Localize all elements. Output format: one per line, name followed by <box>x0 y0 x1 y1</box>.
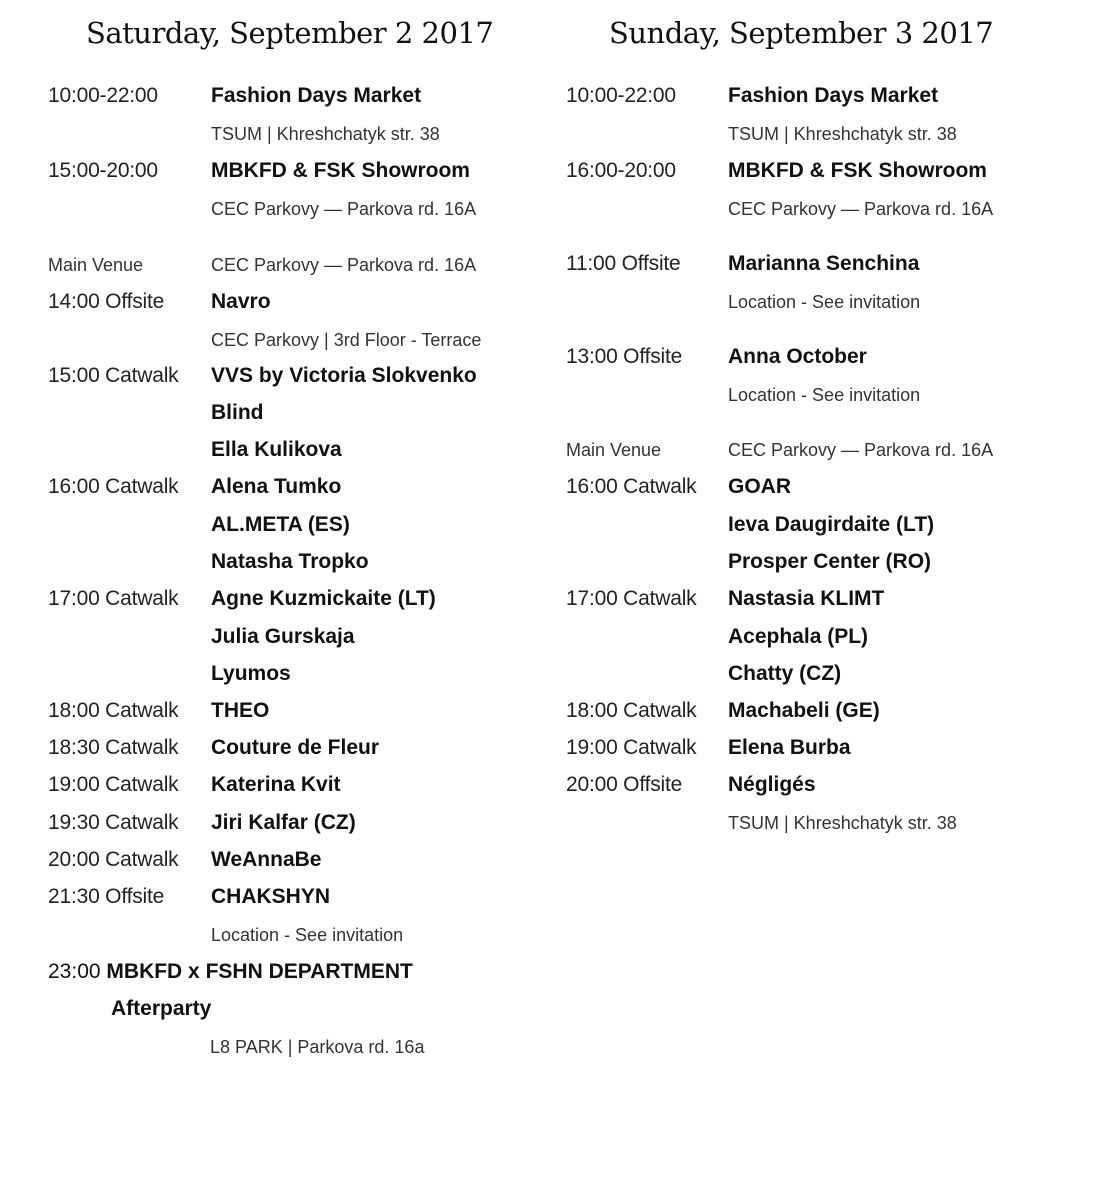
afterparty-subtitle: Afterparty <box>111 997 212 1020</box>
afterparty-row <box>0 960 540 990</box>
event-name: Fashion Days Market <box>728 84 939 107</box>
event-name: Elena Burba <box>728 736 851 759</box>
schedule-row <box>548 736 1100 766</box>
schedule-row <box>0 736 540 766</box>
event-time: 17:00 Catwalk <box>566 587 697 610</box>
event-time: 20:00 Offsite <box>566 773 683 796</box>
event-time: 17:00 Catwalk <box>48 587 179 610</box>
event-name: VVS by Victoria Slokvenko <box>211 364 477 387</box>
event-name: Fashion Days Market <box>211 84 422 107</box>
venue-row <box>0 925 540 955</box>
schedule-row <box>548 773 1100 803</box>
event-name: Anna October <box>728 345 867 368</box>
day-title: Saturday, September 2 2017 <box>86 16 494 50</box>
schedule-row <box>548 345 1100 375</box>
venue-row <box>548 199 1100 229</box>
afterparty-venue: L8 PARK | Parkova rd. 16a <box>210 1037 425 1057</box>
main-venue-row <box>0 255 540 285</box>
event-time: 15:00 Catwalk <box>48 364 179 387</box>
event-name: Ella Kulikova <box>211 438 342 461</box>
schedule-row <box>0 513 540 543</box>
event-name: Navro <box>211 290 271 313</box>
schedule-row <box>548 625 1100 655</box>
event-venue: TSUM | Khreshchatyk str. 38 <box>728 124 957 144</box>
event-name: Marianna Senchina <box>728 252 920 275</box>
event-name: Chatty (CZ) <box>728 662 842 685</box>
event-time: 19:30 Catwalk <box>48 811 179 834</box>
event-venue: CEC Parkovy — Parkova rd. 16A <box>211 199 477 219</box>
schedule-row <box>548 252 1100 282</box>
event-name: Alena Tumko <box>211 475 342 498</box>
schedule-row <box>548 550 1100 580</box>
event-name: Agne Kuzmickaite (LT) <box>211 587 436 610</box>
venue-row <box>0 330 540 360</box>
schedule-row <box>548 475 1100 505</box>
schedule-row <box>0 625 540 655</box>
event-time: 18:00 Catwalk <box>48 699 179 722</box>
main-venue-label: Main Venue <box>48 255 144 275</box>
event-time: 15:00-20:00 <box>48 159 158 182</box>
event-name: Machabeli (GE) <box>728 699 880 722</box>
event-name: Nastasia KLIMT <box>728 587 885 610</box>
event-venue: CEC Parkovy — Parkova rd. 16A <box>728 199 994 219</box>
event-name: Jiri Kalfar (CZ) <box>211 811 356 834</box>
event-venue: TSUM | Khreshchatyk str. 38 <box>728 813 957 833</box>
event-time: 21:30 Offsite <box>48 885 165 908</box>
event-time: 10:00-22:00 <box>566 84 676 107</box>
event-venue: Location - See invitation <box>728 292 921 312</box>
day-title: Sunday, September 3 2017 <box>609 16 994 50</box>
event-time: 16:00 Catwalk <box>48 475 179 498</box>
afterparty-name: MBKFD x FSHN DEPARTMENT <box>106 960 413 983</box>
event-name: Négligés <box>728 773 816 796</box>
schedule-row <box>0 401 540 431</box>
event-venue: CEC Parkovy | 3rd Floor - Terrace <box>211 330 482 350</box>
event-name: WeAnnaBe <box>211 848 322 871</box>
event-name: Acephala (PL) <box>728 625 869 648</box>
schedule-row <box>548 662 1100 692</box>
event-name: MBKFD & FSK Showroom <box>211 159 470 182</box>
venue-row <box>548 385 1100 415</box>
schedule-row <box>0 550 540 580</box>
event-time: 19:00 Catwalk <box>566 736 697 759</box>
event-name: Natasha Tropko <box>211 550 369 573</box>
event-name: Katerina Kvit <box>211 773 341 796</box>
schedule-row <box>0 84 540 114</box>
schedule-row <box>548 159 1100 189</box>
event-time: 18:30 Catwalk <box>48 736 179 759</box>
schedule-row <box>0 885 540 915</box>
event-name: Ieva Daugirdaite (LT) <box>728 513 935 536</box>
event-name: Julia Gurskaja <box>211 625 355 648</box>
afterparty-time: 23:00 <box>48 960 101 983</box>
event-name: AL.META (ES) <box>211 513 350 536</box>
event-name: MBKFD & FSK Showroom <box>728 159 987 182</box>
main-venue-label: Main Venue <box>566 440 662 460</box>
event-name: Prosper Center (RO) <box>728 550 932 573</box>
event-time: 10:00-22:00 <box>48 84 158 107</box>
main-venue-row <box>548 440 1100 470</box>
schedule-row <box>0 290 540 320</box>
schedule-row <box>0 773 540 803</box>
event-time: 16:00 Catwalk <box>566 475 697 498</box>
event-time: 14:00 Offsite <box>48 290 165 313</box>
schedule-row <box>0 587 540 617</box>
event-time: 11:00 Offsite <box>566 252 681 275</box>
afterparty-subtitle-row <box>0 997 540 1027</box>
schedule-row <box>0 848 540 878</box>
event-venue: Location - See invitation <box>728 385 921 405</box>
event-venue: TSUM | Khreshchatyk str. 38 <box>211 124 440 144</box>
schedule-row <box>0 438 540 468</box>
event-name: Lyumos <box>211 662 291 685</box>
event-time: 19:00 Catwalk <box>48 773 179 796</box>
event-name: Couture de Fleur <box>211 736 380 759</box>
venue-row <box>548 292 1100 322</box>
event-time: 16:00-20:00 <box>566 159 676 182</box>
schedule-row <box>0 662 540 692</box>
event-name: GOAR <box>728 475 791 498</box>
schedule-row <box>0 364 540 394</box>
schedule-row <box>0 811 540 841</box>
schedule-row <box>548 513 1100 543</box>
schedule-row <box>548 699 1100 729</box>
event-venue: Location - See invitation <box>211 925 404 945</box>
event-time: 13:00 Offsite <box>566 345 683 368</box>
schedule-row <box>0 159 540 189</box>
event-time: 20:00 Catwalk <box>48 848 179 871</box>
schedule-row <box>548 84 1100 114</box>
afterparty-venue-row <box>0 1037 540 1067</box>
event-time: 18:00 Catwalk <box>566 699 697 722</box>
venue-row <box>0 124 540 154</box>
schedule-row <box>548 587 1100 617</box>
event-name: CHAKSHYN <box>211 885 331 908</box>
venue-row <box>548 813 1100 843</box>
schedule-row <box>0 699 540 729</box>
event-venue: CEC Parkovy — Parkova rd. 16A <box>728 440 994 460</box>
event-name: THEO <box>211 699 270 722</box>
venue-row <box>548 124 1100 154</box>
venue-row <box>0 199 540 229</box>
event-name: Blind <box>211 401 264 424</box>
event-venue: CEC Parkovy — Parkova rd. 16A <box>211 255 477 275</box>
schedule-row <box>0 475 540 505</box>
